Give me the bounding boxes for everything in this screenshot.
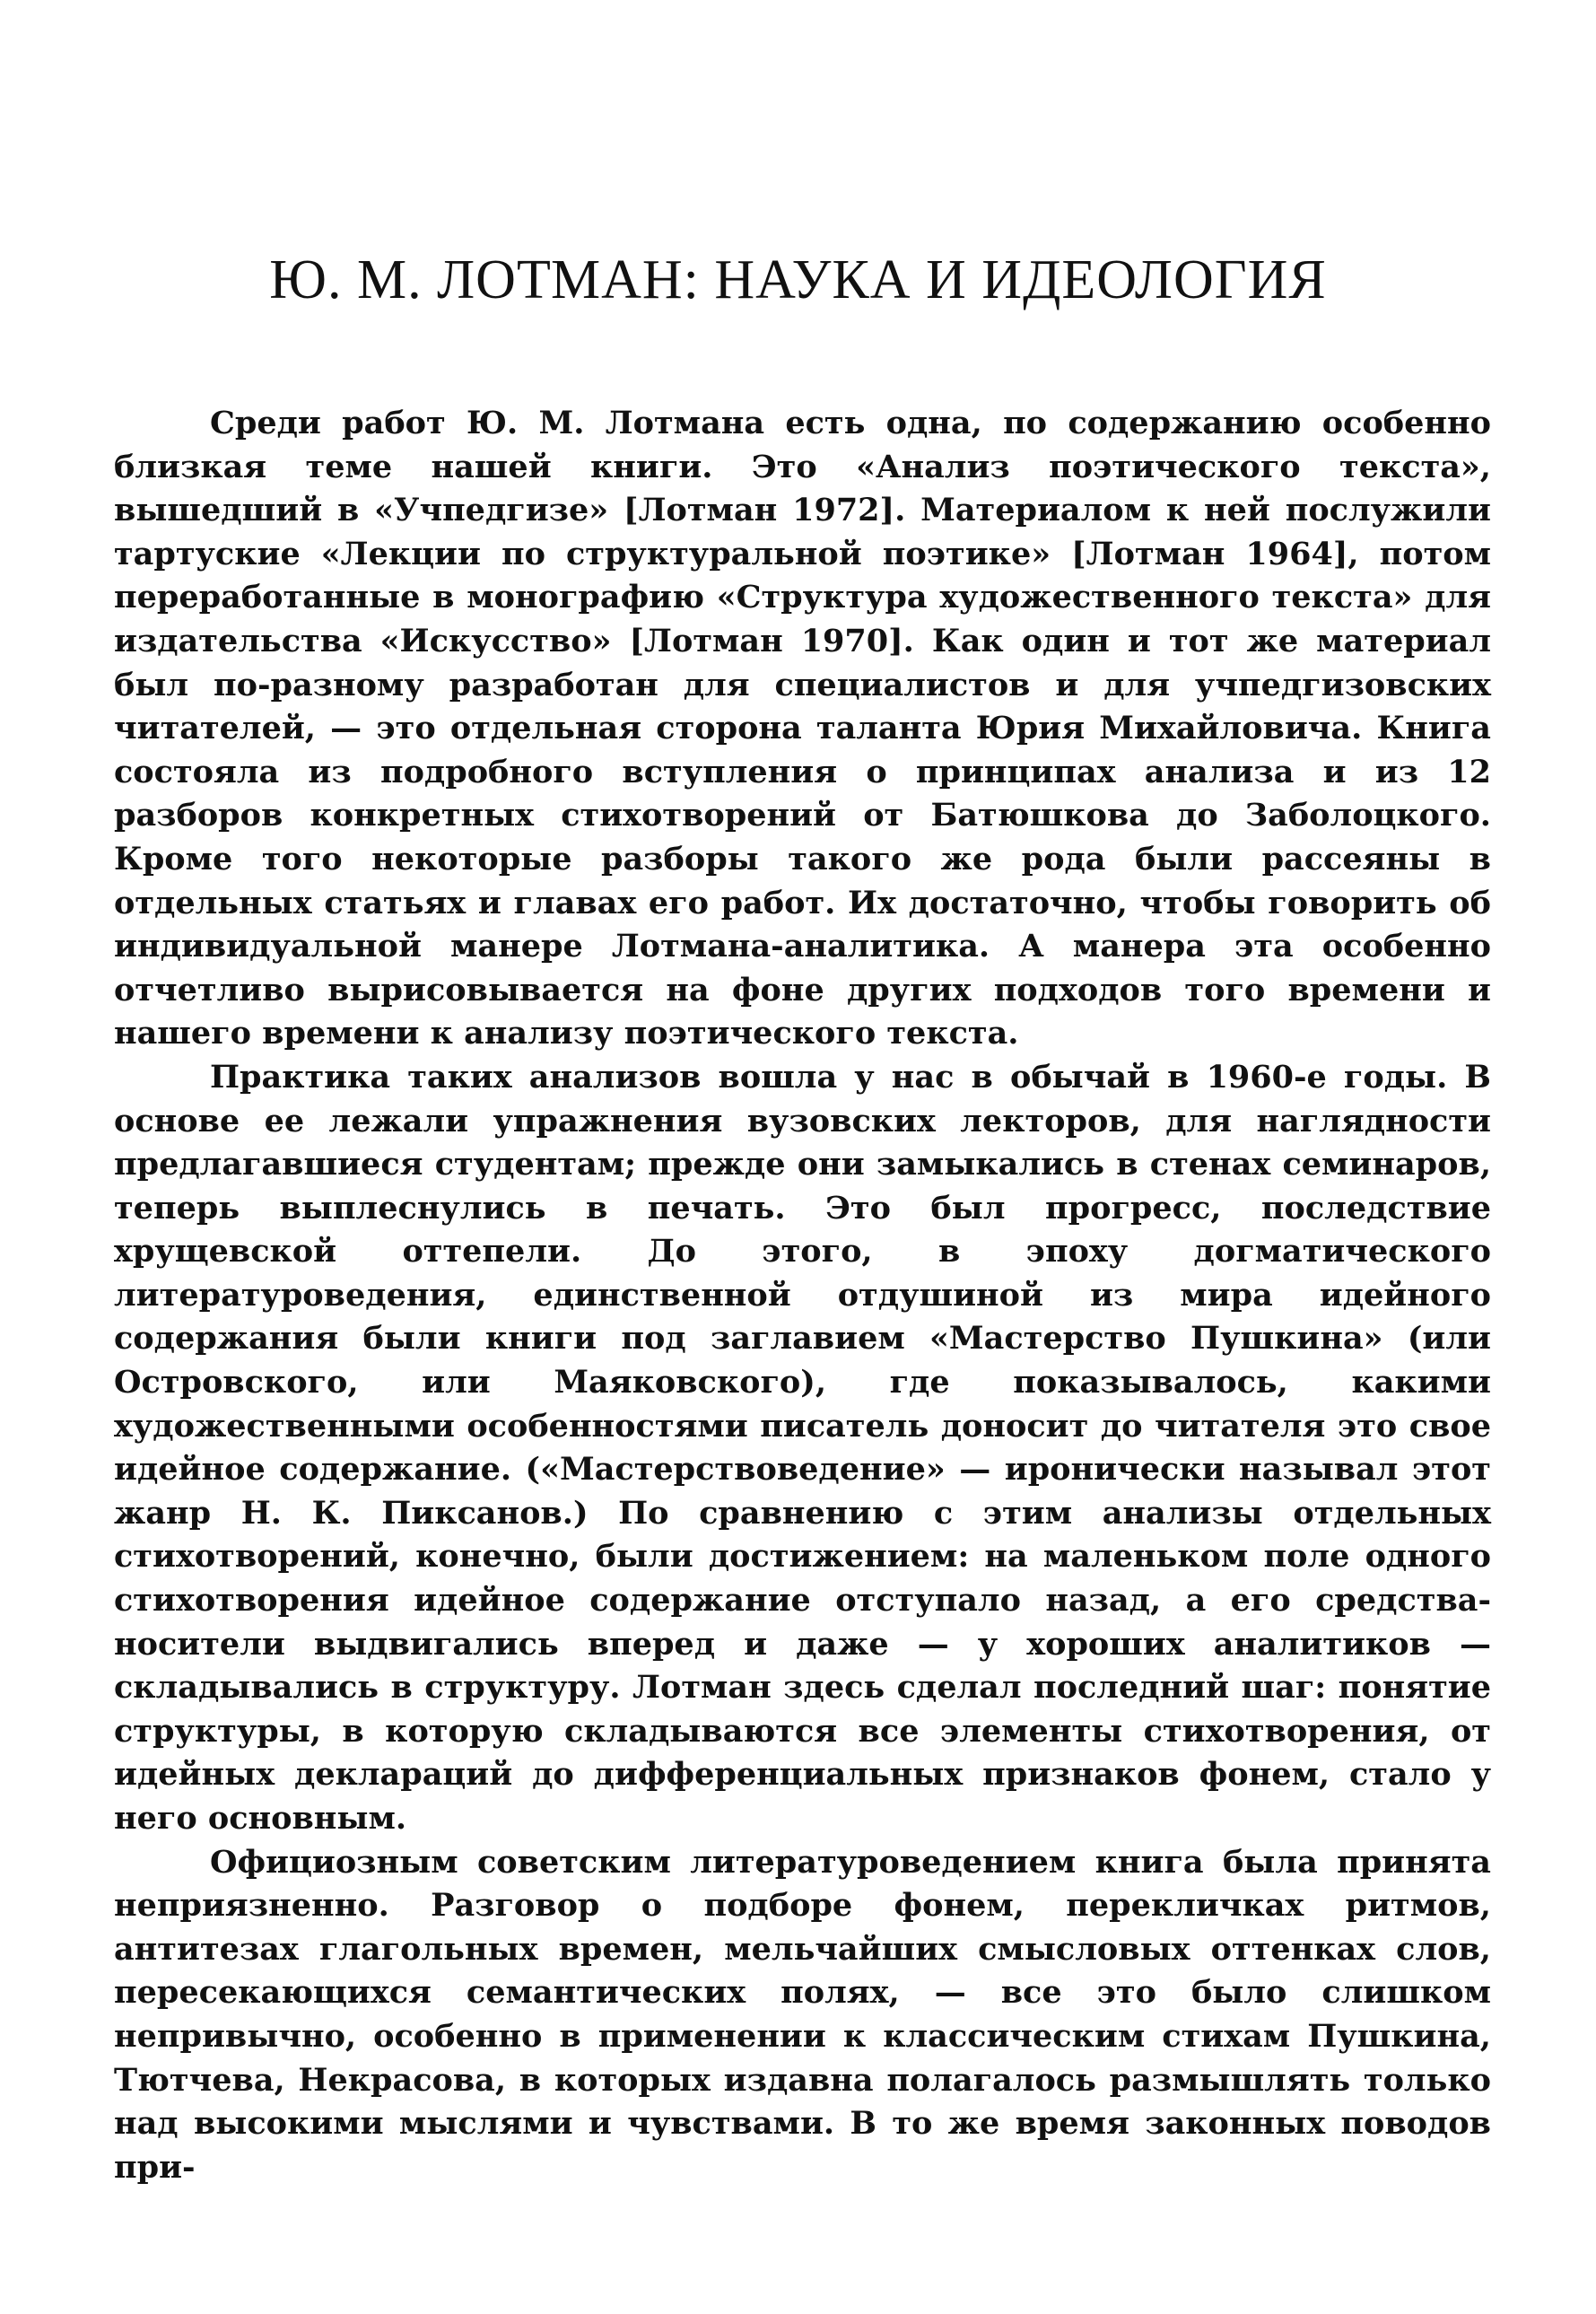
paragraph-2: Практика таких анализов вошла у нас в обычай в 1960-е годы. В основе ее лежали упражнения вузовских лекторов, для наглядности предлагавшиеся студентам; прежде они замыкались в стенах семинаров, теперь выплеснулись в печать. Это был прогресс, последствие хрущевской оттепели. До этого, в эпоху догматического литературоведения, единственной отдушиной из мира идейного содержания были книги под заглавием «Мастерство Пушкина» (или Островского, или Маяковского), где показывалось, какими художественными особенностями писатель доносит до читателя это свое идейное содержание. («Мастерствоведение» — иронически называл этот жанр Н. К. Пиксанов.) По сравнению с этим анализы отдельных стихотворений, конечно, были достижением: на маленьком поле одного стихотворения идейное содержание отступало назад, а его средства-носители выдвигались вперед и даже — у хороших аналитиков — складывались в структуру. Лотман здесь сделал последний шаг: понятие структуры, в которую складываются все элементы стихотворения, от идейных деклараций до дифференциальных признаков фонем, стало у него основным.	[114, 1058, 1491, 1837]
page-title: Ю. М. ЛОТМАН: НАУКА И ИДЕОЛОГИЯ	[269, 249, 1327, 310]
paragraph-1: Среди работ Ю. М. Лотмана есть одна, по содержанию особенно близкая теме нашей книги. Это «Анализ поэтического текста», вышедший в «Учпедгизе» [Лотман 1972]. Материалом к ней послужили тартуские «Лекции по структуральной поэтике» [Лотман 1964], потом переработанные в монографию «Структура художественного текста» для издательства «Искусство» [Лотман 1970]. Как один и тот же материал был по-разному разработан для специалистов и для учпедгизовских читателей, — это отдельная сторона таланта Юрия Михайловича. Книга состояла из подробного вступления о принципах анализа и из 12 разборов конкретных стихотворений от Батюшкова до Заболоцкого. Кроме того некоторые разборы такого же рода были рассеяны в отдельных статьях и главах его работ. Их достаточно, чтобы говорить об индивидуальной манере Лотмана-аналитика. А манера эта особенно отчетливо вырисовывается на фоне других подходов того времени и нашего времени к анализу поэтического текста.	[114, 405, 1491, 1052]
body-text	[114, 402, 1491, 2189]
paragraph-3: Официозным советским литературоведением книга была принята неприязненно. Разговор о подборе фонем, перекличках ритмов, антитезах глагольных времен, мельчайших смысловых оттенках слов, пересекающихся семантических полях, — все это было слишком непривычно, особенно в применении к классическим стихам Пушкина, Тютчева, Некрасова, в которых издавна полагалось размышлять только над высокими мыслями и чувствами. В то же время законных поводов при-	[114, 1843, 1491, 2186]
